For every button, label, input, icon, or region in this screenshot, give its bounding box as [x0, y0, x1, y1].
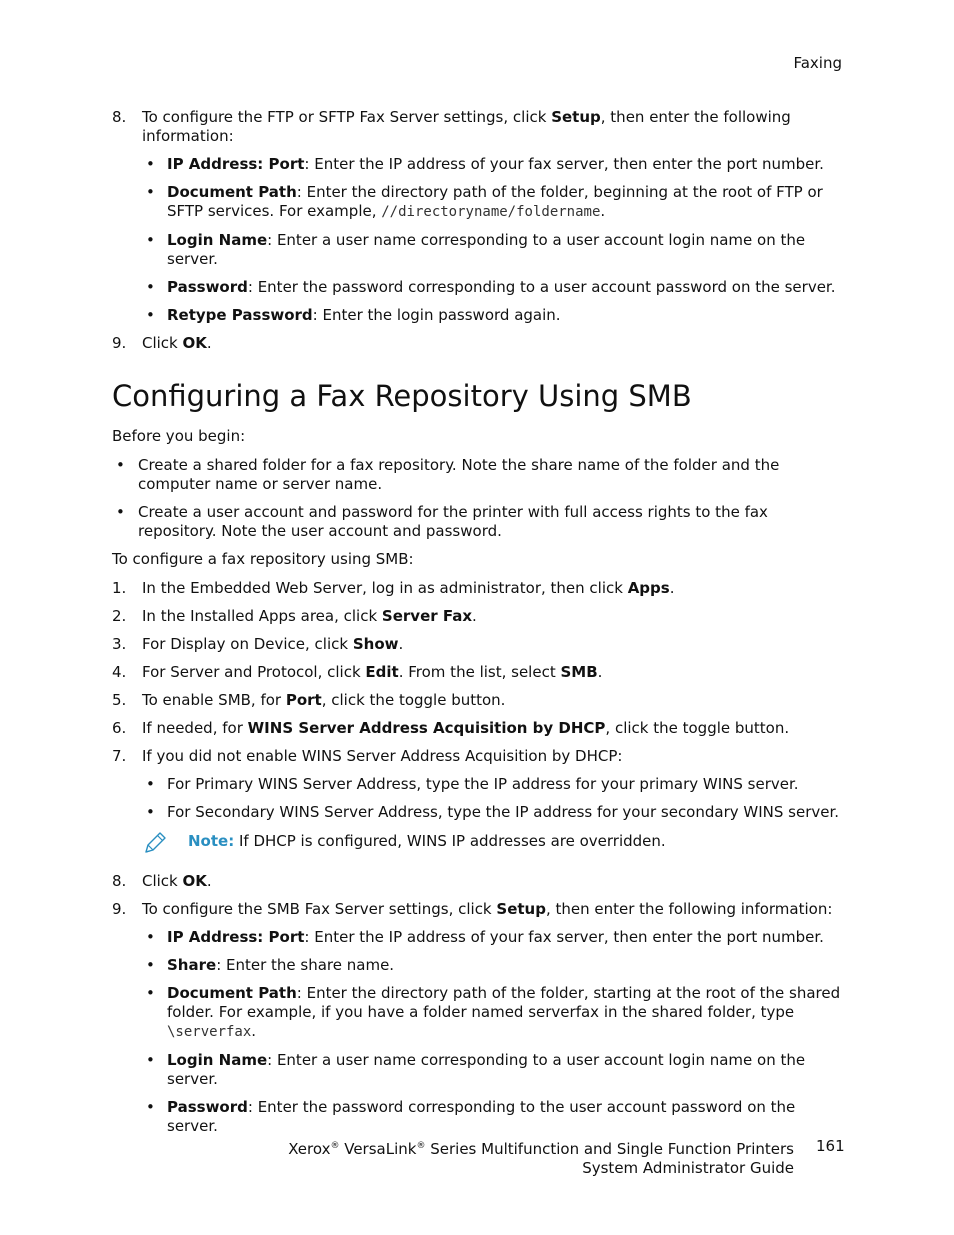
item-text: : Enter a user name corresponding to a user account login name on the server. [167, 1051, 806, 1088]
note-label: Note: [188, 832, 235, 850]
step-number: 2. [112, 607, 127, 625]
step-text: For Display on Device, click [142, 635, 353, 653]
item-bold: Document Path [167, 984, 297, 1002]
item-bold: Password [167, 1098, 248, 1116]
code-path: \serverfax [167, 1024, 252, 1040]
step-text: To configure the SMB Fax Server settings, click [142, 900, 497, 918]
step-bold: Apps [627, 579, 670, 597]
step-text: . [206, 872, 212, 890]
item-text: . [251, 1022, 257, 1040]
smb-fields-list [142, 928, 847, 1136]
step-text: For Server and Protocol, click [142, 663, 366, 681]
step-number: 9. [112, 334, 127, 352]
step-2 [112, 607, 847, 626]
footer-line-2: System Administrator Guide [582, 1159, 794, 1177]
step-number: 4. [112, 663, 127, 681]
code-path: //directoryname/foldername [381, 204, 601, 220]
footer-line-1 [288, 1137, 794, 1159]
list-item [142, 928, 847, 947]
item-text: : Enter the password corresponding to the user account password on the server. [167, 1098, 796, 1135]
footer [288, 1137, 794, 1178]
step-3 [112, 635, 847, 654]
step-text: , then enter the following information: [545, 900, 833, 918]
page-title: Configuring a Fax Repository Using SMB [112, 379, 692, 413]
item-text: : Enter the directory path of the folder, beginning at the root of FTP or SFTP services. For example, [167, 183, 823, 220]
list-item [142, 956, 847, 975]
intro-text: To configure a fax repository using SMB: [112, 550, 414, 568]
item-text: : Enter the login password again. [312, 306, 561, 324]
step-bold: Port [285, 691, 322, 709]
prereq-list [112, 456, 847, 541]
step-text: , then enter the following information: [142, 108, 791, 145]
step-bold: OK [182, 334, 207, 352]
list-item: • For Secondary WINS Server Address, type the IP address for your secondary WINS server. [142, 803, 847, 822]
step-number: 3. [112, 635, 127, 653]
step-text: In the Embedded Web Server, log in as administrator, then click [142, 579, 628, 597]
step-text: If needed, for [142, 719, 248, 737]
note-callout [112, 832, 847, 858]
ftp-fields-list [142, 155, 847, 325]
item-text: : Enter the IP address of your fax server, then enter the port number. [304, 155, 824, 173]
item-text: . [600, 202, 606, 220]
step-text: In the Installed Apps area, click [142, 607, 382, 625]
footer-product: VersaLink [339, 1140, 417, 1158]
note-text: If DHCP is configured, WINS IP addresses are overridden. [234, 832, 666, 850]
step-text: . From the list, select [398, 663, 561, 681]
step-text: Click [142, 872, 183, 890]
item-text: : Enter a user name corresponding to a user account login name on the server. [167, 231, 806, 268]
item-bold: Login Name [167, 231, 268, 249]
wins-list [142, 775, 847, 822]
list-item [142, 1051, 847, 1089]
step-text: . [597, 663, 603, 681]
footer-rest: Series Multifunction and Single Function Printers [425, 1140, 794, 1158]
footer-reg: ® [330, 1141, 340, 1151]
step-text: , click the toggle button. [321, 691, 506, 709]
list-item [142, 306, 847, 325]
step-number: 6. [112, 719, 127, 737]
item-text: : Enter the directory path of the folder, starting at the root of the shared folder. For example, if you have a folder named serverfax in the shared folder, type [167, 984, 841, 1021]
step-number: 8. [112, 872, 127, 890]
list-item [142, 183, 847, 222]
list-item: • Create a user account and password for the printer with full access rights to the fax repository. Note the user account and password. [112, 503, 847, 541]
item-bold: Password [167, 278, 248, 296]
item-bold: IP Address: Port [167, 155, 305, 173]
step-6 [112, 719, 847, 738]
step-bold: Show [352, 635, 399, 653]
step-number: 1. [112, 579, 127, 597]
step-number: 7. [112, 747, 127, 765]
step-text: To configure the FTP or SFTP Fax Server settings, click [142, 108, 552, 126]
step-5 [112, 691, 847, 710]
before-begin: Before you begin: [112, 427, 246, 445]
step-text: , click the toggle button. [605, 719, 790, 737]
step-bold: Setup [551, 108, 601, 126]
list-item: • For Primary WINS Server Address, type the IP address for your primary WINS server. [142, 775, 847, 794]
list-item [142, 278, 847, 297]
item-text: : Enter the share name. [216, 956, 395, 974]
step-bold: Setup [496, 900, 546, 918]
step-text: . [206, 334, 212, 352]
step-text: To enable SMB, for [142, 691, 286, 709]
step-9-ok [112, 334, 847, 353]
step-1 [112, 579, 847, 598]
list-item [142, 1098, 847, 1136]
step-bold: SMB [560, 663, 598, 681]
step-7 [112, 747, 847, 822]
step-8 [112, 872, 847, 891]
step-text: . [472, 607, 477, 625]
step-bold: OK [182, 872, 207, 890]
footer-reg: ® [416, 1141, 426, 1151]
item-text: : Enter the password corresponding to a user account password on the server. [247, 278, 836, 296]
step-bold: Server Fax [381, 607, 473, 625]
list-item [142, 231, 847, 269]
footer-brand: Xerox [288, 1140, 331, 1158]
item-bold: Login Name [167, 1051, 268, 1069]
step-number: 8. [112, 108, 127, 126]
item-text: : Enter the IP address of your fax server, then enter the port number. [304, 928, 824, 946]
list-item [142, 984, 847, 1042]
step-bold: WINS Server Address Acquisition by DHCP [247, 719, 606, 737]
item-bold: Share [167, 956, 217, 974]
item-bold: Retype Password [167, 306, 313, 324]
step-number: 5. [112, 691, 127, 709]
step-8-ftp [112, 108, 847, 325]
list-item [142, 155, 847, 174]
step-text: If you did not enable WINS Server Address Acquisition by DHCP: [142, 747, 623, 765]
item-bold: IP Address: Port [167, 928, 305, 946]
step-number: 9. [112, 900, 127, 918]
step-9 [112, 900, 847, 1136]
item-bold: Document Path [167, 183, 297, 201]
step-text: . [398, 635, 404, 653]
page-number: 161 [816, 1137, 845, 1155]
step-bold: Edit [365, 663, 399, 681]
list-item: • Create a shared folder for a fax repository. Note the share name of the folder and the computer name or server name. [112, 456, 847, 494]
step-text: Click [142, 334, 183, 352]
step-4 [112, 663, 847, 682]
step-text: . [669, 579, 675, 597]
page-content [112, 108, 847, 1145]
section-header: Faxing [793, 54, 842, 72]
pencil-icon [142, 830, 168, 856]
